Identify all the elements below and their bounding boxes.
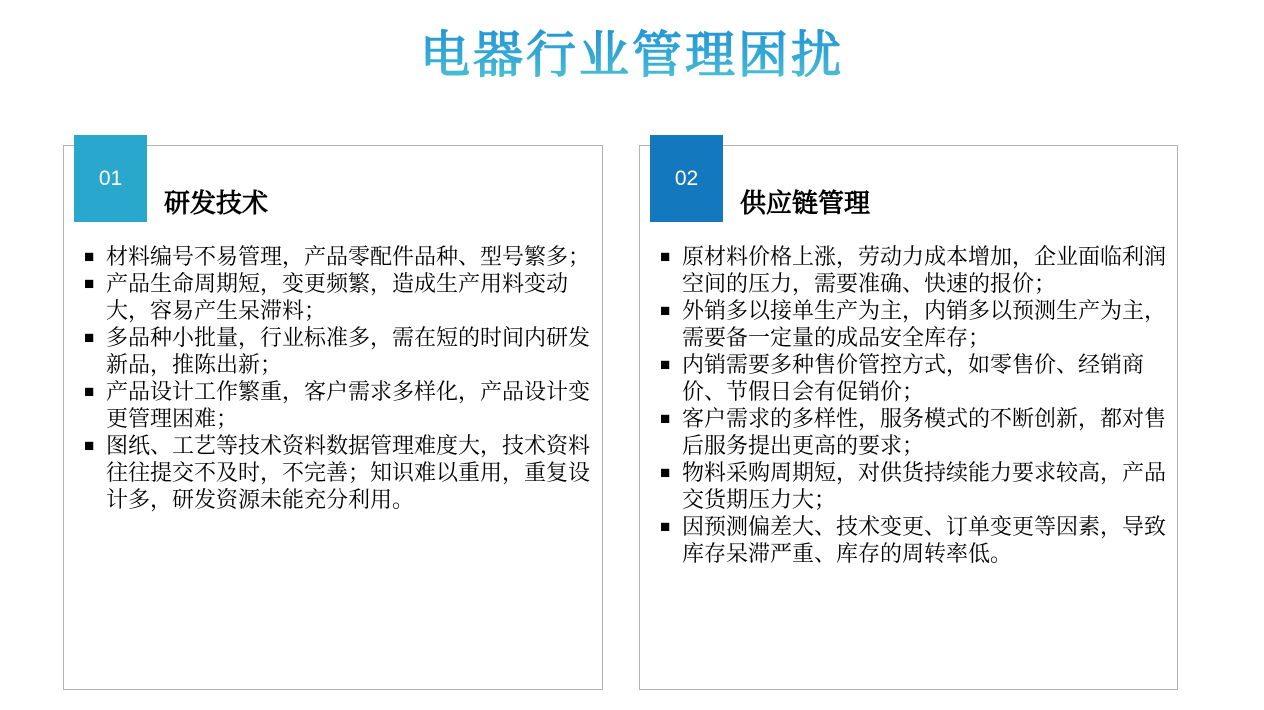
- page-title: 电器行业管理困扰: [0, 24, 1264, 86]
- card-heading: 研发技术: [164, 188, 269, 218]
- bullet-square-icon: ■: [84, 382, 95, 401]
- bullet-text: 材料编号不易管理，产品零配件品种、型号繁多；: [106, 244, 591, 269]
- bullet-square-icon: ■: [84, 328, 95, 347]
- list-item: [660, 243, 1168, 297]
- bullet-list: [84, 243, 592, 513]
- card-number: 02: [674, 167, 699, 190]
- list-item: [660, 405, 1168, 459]
- list-item: [84, 324, 592, 378]
- bullet-square-icon: ■: [84, 274, 95, 293]
- card-number: 01: [98, 167, 123, 190]
- bullet-square-icon: ■: [660, 463, 671, 482]
- list-item: [660, 297, 1168, 351]
- bullet-square-icon: ■: [660, 355, 671, 374]
- list-item: [84, 432, 592, 513]
- card-supply-chain: [639, 145, 1178, 690]
- list-item: [84, 270, 592, 324]
- bullet-square-icon: ■: [660, 409, 671, 428]
- list-item: [84, 378, 592, 432]
- bullet-square-icon: ■: [660, 301, 671, 320]
- bullet-square-icon: ■: [84, 247, 95, 266]
- card-number-badge: [650, 135, 723, 222]
- bullet-list: [660, 243, 1168, 567]
- bullet-text: 物料采购周期短，对供货持续能力要求较高，产品交货期压力大；: [682, 460, 1167, 512]
- bullet-square-icon: ■: [84, 436, 95, 455]
- bullet-text: 产品设计工作繁重，客户需求多样化，产品设计变更管理困难；: [106, 379, 591, 431]
- bullet-text: 外销多以接单生产为主，内销多以预测生产为主，需要备一定量的成品安全库存；: [682, 298, 1167, 350]
- bullet-text: 内销需要多种售价管控方式，如零售价、经销商价、节假日会有促销价；: [682, 352, 1145, 404]
- list-item: [660, 513, 1168, 567]
- bullet-square-icon: ■: [660, 517, 671, 536]
- list-item: [660, 459, 1168, 513]
- bullet-text: 因预测偏差大、技术变更、订单变更等因素，导致库存呆滞严重、库存的周转率低。: [682, 514, 1167, 566]
- card-number-badge: [74, 135, 147, 222]
- list-item: [660, 351, 1168, 405]
- card-heading: 供应链管理: [740, 188, 871, 218]
- bullet-text: 图纸、工艺等技术资料数据管理难度大，技术资料往往提交不及时，不完善；知识难以重用，重复设计多，研发资源未能充分利用。: [106, 433, 591, 512]
- list-item: [84, 243, 592, 270]
- bullet-text: 产品生命周期短，变更频繁，造成生产用料变动大，容易产生呆滞料；: [106, 271, 569, 323]
- bullet-square-icon: ■: [660, 247, 671, 266]
- bullet-text: 客户需求的多样性，服务模式的不断创新，都对售后服务提出更高的要求；: [682, 406, 1167, 458]
- bullet-text: 多品种小批量，行业标准多，需在短的时间内研发新品，推陈出新；: [106, 325, 591, 377]
- bullet-text: 原材料价格上涨，劳动力成本增加，企业面临利润空间的压力，需要准确、快速的报价；: [682, 244, 1167, 296]
- card-rd-technology: [63, 145, 603, 690]
